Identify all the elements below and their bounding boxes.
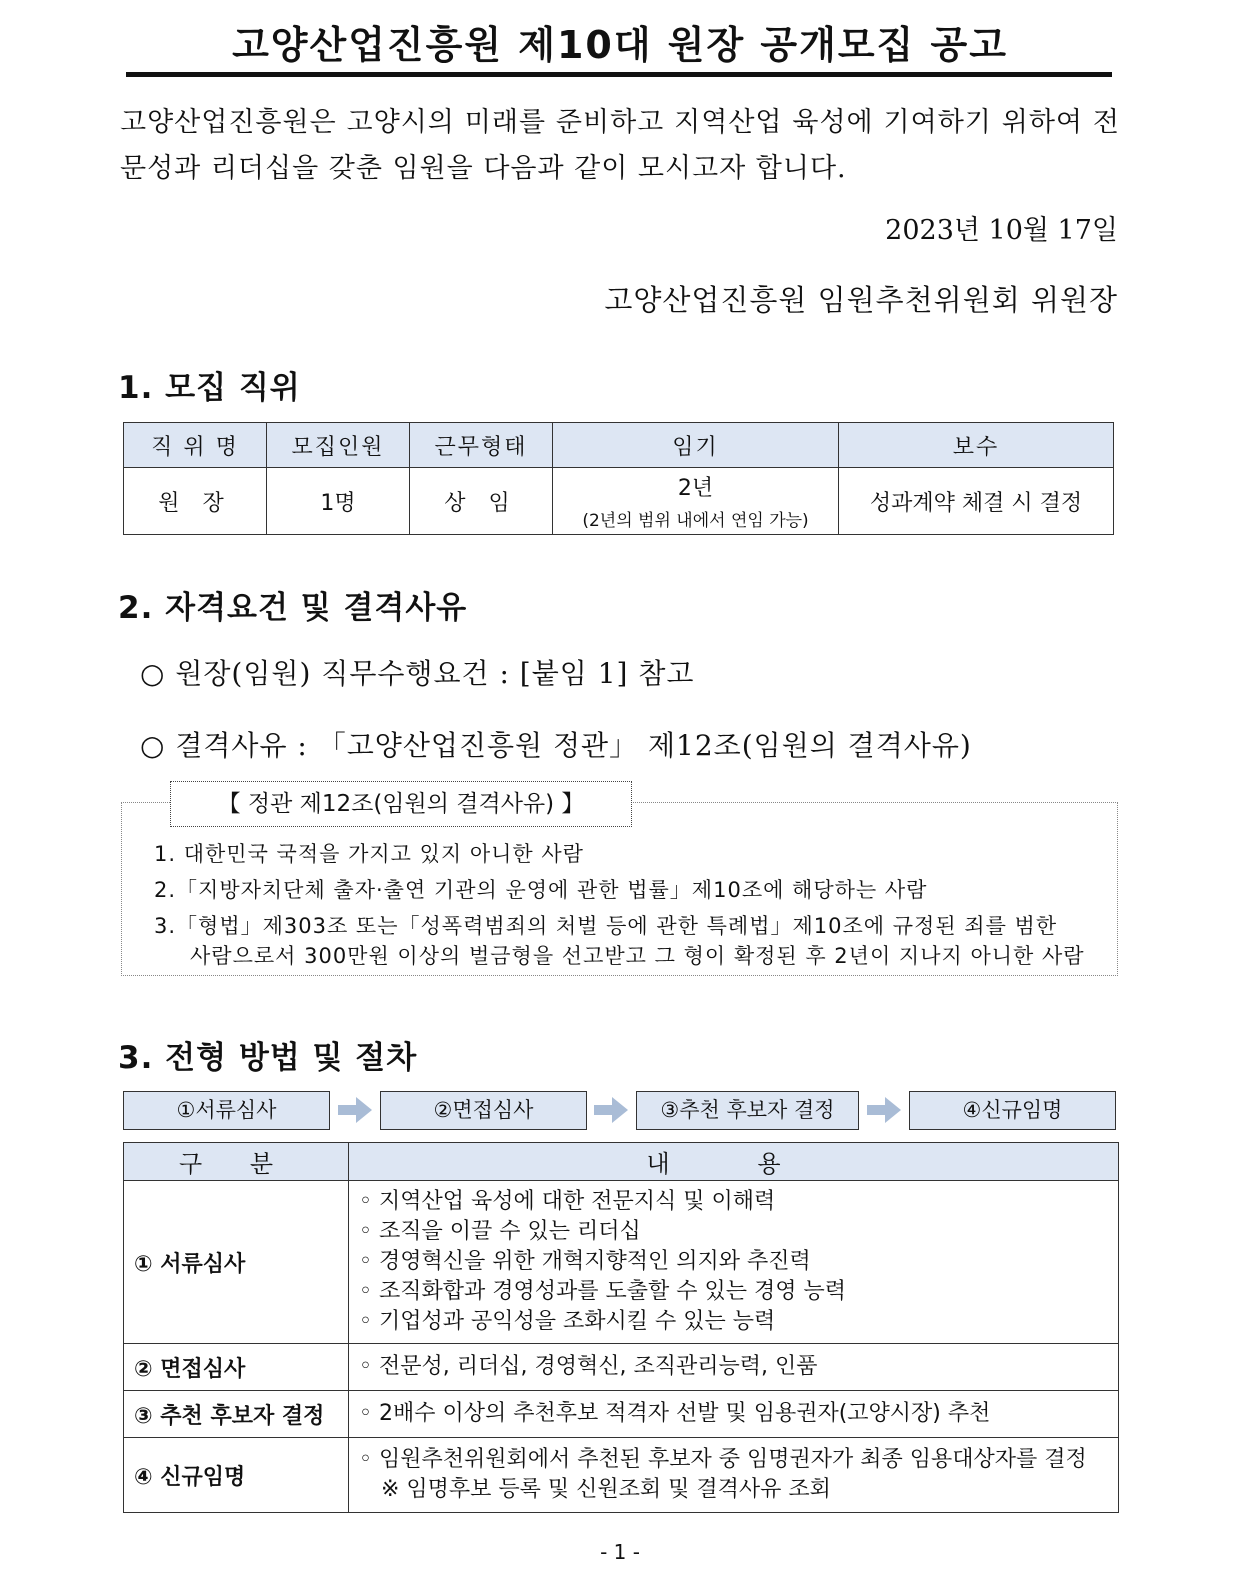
flow-step-4: ④신규임명: [909, 1091, 1116, 1130]
title-rule: [126, 72, 1112, 77]
arrow-right-icon: [594, 1097, 628, 1123]
row-key: ② 면접심사: [124, 1344, 349, 1391]
table-header-row: [124, 1143, 1119, 1181]
cell-count: 1명: [267, 468, 410, 535]
content-line: ◦ 경영혁신을 위한 개혁지향적인 의지와 추진력: [359, 1249, 811, 1274]
row-key: ① 서류심사: [124, 1181, 349, 1344]
bullet-requirements: ○ 원장(임원) 직무수행요건 : [붙임 1] 참고: [140, 657, 695, 690]
cell-work-type: 상 임: [410, 468, 553, 535]
row-content: [349, 1181, 1119, 1344]
table-row: [124, 1391, 1119, 1438]
table-header-row: [124, 423, 1114, 468]
table-row: [124, 1438, 1119, 1513]
section-3-heading: 3. 전형 방법 및 절차: [118, 1040, 418, 1076]
term-value: 2년: [677, 476, 714, 501]
flow-step-2: ②면접심사: [380, 1091, 587, 1130]
intro-paragraph: 고양산업진흥원은 고양시의 미래를 준비하고 지역산업 육성에 기여하기 위하여 전문성과 리더십을 갖춘 임원을 다음과 같이 모시고자 합니다.: [120, 107, 1120, 184]
table-row: [124, 1181, 1119, 1344]
page-number: - 1 -: [600, 1540, 640, 1564]
cell-term: [553, 468, 839, 535]
row-content: [349, 1438, 1119, 1513]
list-item: 2.「지방자치단체 출자·출연 기관의 운영에 관한 법률」제10조에 해당하는 사람: [154, 878, 928, 902]
table-header: 직 위 명: [124, 423, 267, 468]
disqualification-box-title: 【 정관 제12조(임원의 결격사유) 】: [170, 781, 632, 827]
position-table: [123, 422, 1114, 535]
table-header: 근무형태: [410, 423, 553, 468]
content-line: ◦ 2배수 이상의 추천후보 적격자 선발 및 임용권자(고양시장) 추천: [359, 1401, 991, 1426]
list-item: 1. 대한민국 국적을 가지고 있지 아니한 사람: [154, 842, 584, 866]
signer: 고양산업진흥원 임원추천위원회 위원장: [604, 283, 1118, 317]
row-content: [349, 1344, 1119, 1391]
row-key: ③ 추천 후보자 결정: [124, 1391, 349, 1438]
table-header: 보수: [839, 423, 1114, 468]
page-title: 고양산업진흥원 제10대 원장 공개모집 공고: [232, 23, 1008, 67]
list-item: 3.「형법」제303조 또는「성폭력범죄의 처벌 등에 관한 특례법」제10조에 규정된 죄를 범한: [154, 914, 1058, 938]
content-line: ◦ 조직화합과 경영성과를 도출할 수 있는 경영 능력: [359, 1279, 846, 1304]
flow-step-3: ③추천 후보자 결정: [636, 1091, 859, 1130]
content-line: ◦ 임원추천위원회에서 추천된 후보자 중 임명권자가 최종 임용대상자를 결정: [359, 1447, 1087, 1472]
row-content: [349, 1391, 1119, 1438]
content-line: ◦ 기업성과 공익성을 조화시킬 수 있는 능력: [359, 1309, 776, 1334]
cell-pay: 성과계약 체결 시 결정: [839, 468, 1114, 535]
content-line: ◦ 전문성, 리더십, 경영혁신, 조직관리능력, 인품: [359, 1354, 818, 1379]
arrow-right-icon: [867, 1097, 901, 1123]
table-header: 임기: [553, 423, 839, 468]
content-line: ◦ 조직을 이끌 수 있는 리더십: [359, 1219, 641, 1244]
arrow-right-icon: [338, 1097, 372, 1123]
table-row: [124, 1344, 1119, 1391]
table-row: [124, 468, 1114, 535]
section-1-heading: 1. 모집 직위: [118, 370, 301, 406]
row-key: ④ 신규임명: [124, 1438, 349, 1513]
bullet-disqualification: ○ 결격사유 : 「고양산업진흥원 정관」 제12조(임원의 결격사유): [140, 729, 972, 762]
table-header: 내 용: [349, 1143, 1119, 1181]
procedure-table: [123, 1142, 1119, 1513]
term-note: (2년의 범위 내에서 연임 가능): [582, 511, 809, 531]
content-line: ◦ 지역산업 육성에 대한 전문지식 및 이해력: [359, 1189, 776, 1214]
list-item: 사람으로서 300만원 이상의 벌금형을 선고받고 그 형이 확정된 후 2년이 지나지 아니한 사람: [190, 944, 1085, 968]
content-line: ※ 임명후보 등록 및 신원조회 및 결격사유 조회: [381, 1477, 831, 1502]
table-header: 모집인원: [267, 423, 410, 468]
announcement-date: 2023년 10월 17일: [885, 215, 1118, 246]
flow-step-1: ①서류심사: [123, 1091, 330, 1130]
table-header: 구 분: [124, 1143, 349, 1181]
cell-position: 원 장: [124, 468, 267, 535]
section-2-heading: 2. 자격요건 및 결격사유: [118, 590, 468, 626]
